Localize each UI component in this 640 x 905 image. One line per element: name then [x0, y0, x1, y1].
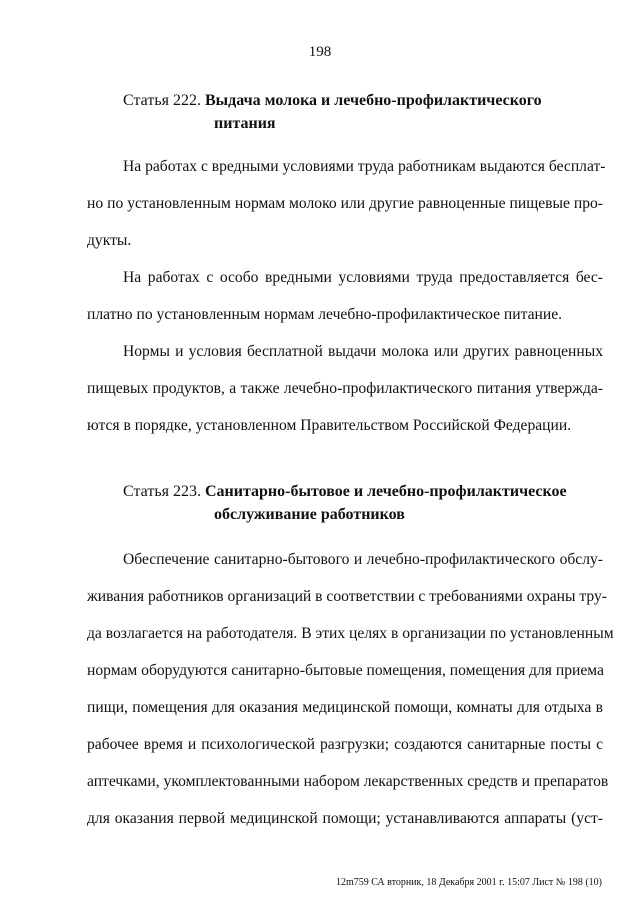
page-footer: 12m759 СА вторник, 18 Декабря 2001 г. 15:07 Лист № 198 (10) — [335, 877, 602, 888]
article-222-title-line2: питания — [214, 115, 276, 132]
text-line: но по установленным нормам молоко или другие равноценные пищевые про- — [87, 195, 603, 212]
text-line: рабочее время и психологической разгрузки; создаются санитарные посты с — [87, 736, 603, 753]
text-line: живания работников организаций в соответствии с требованиями охраны тру- — [87, 588, 607, 605]
text-line: дукты. — [87, 232, 132, 249]
text-line: нормам оборудуются санитарно-бытовые помещения, помещения для приема — [87, 662, 604, 679]
text-line: ются в порядке, установленном Правительством Российской Федерации. — [87, 417, 572, 434]
text-line: да возлагается на работодателя. В этих целях в организации по установленным — [87, 625, 614, 642]
text-line: Обеспечение санитарно-бытового и лечебно-профилактического обслу- — [123, 551, 603, 568]
article-223-number: Статья 223. — [123, 483, 201, 500]
text-line: для оказания первой медицинской помощи; устанавливаются аппараты (уст- — [87, 810, 603, 827]
text-line: Нормы и условия бесплатной выдачи молока или других равноценных — [123, 343, 603, 360]
article-222-number: Статья 222. — [123, 92, 201, 109]
text-line: аптечками, укомплектованными набором лекарственных средств и препаратов — [87, 773, 609, 790]
text-line: платно по установленным нормам лечебно-профилактическое питание. — [87, 306, 563, 323]
text-line: пищи, помещения для оказания медицинской помощи, комнаты для отдыха в — [87, 699, 603, 716]
article-223-heading — [123, 480, 603, 526]
article-223-title-line1: Санитарно-бытовое и лечебно-профилактическое — [204, 483, 567, 500]
text-line: пищевых продуктов, а также лечебно-профилактического питания утвержда- — [87, 380, 603, 397]
article-222-heading — [123, 89, 603, 135]
article-222-title-line1: Выдача молока и лечебно-профилактического — [204, 92, 542, 109]
text-line: На работах с особо вредными условиями труда предоставляется бес- — [123, 269, 603, 286]
article-223-title-line2: обслуживание работников — [214, 506, 405, 523]
page-number: 198 — [308, 44, 332, 60]
text-line: На работах с вредными условиями труда работникам выдаются бесплат- — [123, 158, 606, 175]
